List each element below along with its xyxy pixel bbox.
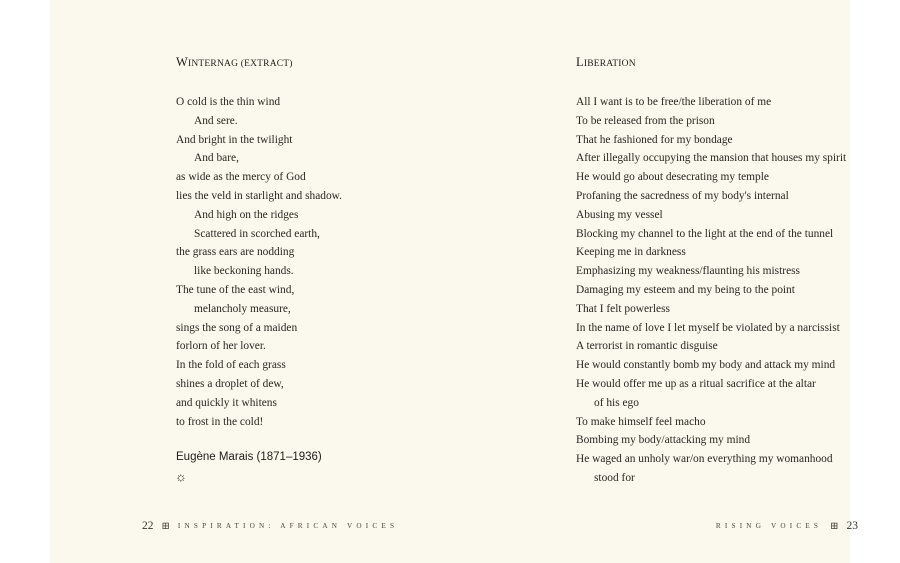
poem-line: Abusing my vessel (576, 208, 663, 221)
ornament-icon: ☼ (175, 469, 187, 484)
poem-line: To be released from the prison (576, 114, 715, 127)
poem-line: as wide as the mercy of God (176, 171, 306, 184)
poem-line: sings the song of a maiden (176, 321, 298, 334)
right-folio (716, 520, 858, 532)
poem-line: the grass ears are nodding (176, 246, 295, 259)
left-page (100, 0, 500, 563)
poem-line: like beckoning hands. (194, 265, 294, 278)
poem-title-liberation (576, 55, 636, 70)
poem-line: He would offer me up as a ritual sacrifice at the altar (576, 377, 816, 390)
running-head: INSPIRATION: AFRICAN VOICES (177, 522, 399, 530)
title-rest: IBERATION (583, 59, 636, 69)
poem-line: and quickly it whitens (176, 396, 277, 409)
poem-line: Profaning the sacredness of my body's internal (576, 189, 789, 202)
poem-line: melancholy measure, (194, 302, 291, 315)
poem-line: He waged an unholy war/on everything my womanhood (576, 453, 833, 466)
right-page (500, 0, 900, 563)
running-head: RISING VOICES (715, 522, 823, 530)
poem-line: A terrorist in romantic disguise (576, 340, 718, 353)
left-folio (142, 520, 398, 532)
poem-line: Blocking my channel to the light at the end of the tunnel (576, 227, 834, 240)
poem-line: After illegally occupying the mansion that houses my spirit (576, 152, 847, 165)
square-bullet-icon: ⊞ (830, 520, 839, 532)
title-rest: INTERNAG (EXTRACT) (188, 59, 293, 69)
poem-line: Bombing my body/attacking my mind (576, 434, 751, 447)
poem-body-liberation (576, 93, 896, 488)
poem-line: Keeping me in darkness (576, 246, 686, 259)
poem-line: of his ego (594, 396, 639, 409)
poem-author: Eugène Marais (1871–1936) (176, 451, 322, 463)
poem-line: forlorn of her lover. (176, 340, 266, 353)
poem-line: O cold is the thin wind (176, 96, 281, 108)
poem-line: He would constantly bomb my body and attack my mind (576, 359, 836, 372)
poem-line: Scattered in scorched earth, (194, 227, 320, 240)
poem-title-winternag (176, 55, 293, 70)
title-initial: W (176, 55, 188, 69)
page-number: 22 (142, 520, 154, 532)
poem-body-winternag (176, 93, 476, 431)
poem-line: Damaging my esteem and my being to the point (576, 283, 795, 296)
poem-line: That he fashioned for my bondage (576, 133, 733, 146)
poem-line: shines a droplet of dew, (176, 377, 284, 390)
poem-line: He would go about desecrating my temple (576, 171, 769, 184)
poem-line: And sere. (194, 114, 238, 127)
poem-line: And high on the ridges (194, 208, 299, 221)
square-bullet-icon: ⊞ (161, 520, 170, 532)
poem-line: And bright in the twilight (176, 133, 293, 146)
page-number: 23 (846, 520, 858, 532)
poem-line: All I want is to be free/the liberation of me (576, 96, 772, 108)
book-spread (50, 0, 858, 563)
poem-line: To make himself feel macho (576, 415, 706, 428)
poem-line: In the name of love I let myself be violated by a narcissist (576, 321, 840, 334)
poem-line: The tune of the east wind, (176, 283, 295, 296)
poem-line: stood for (594, 471, 635, 484)
poem-line: In the fold of each grass (176, 359, 286, 372)
poem-line: to frost in the cold! (176, 415, 264, 428)
title-initial: L (576, 55, 584, 69)
poem-line: And bare, (194, 152, 239, 165)
poem-line: That I felt powerless (576, 302, 670, 315)
poem-line: lies the veld in starlight and shadow. (176, 189, 342, 202)
poem-line: Emphasizing my weakness/flaunting his mistress (576, 265, 800, 278)
